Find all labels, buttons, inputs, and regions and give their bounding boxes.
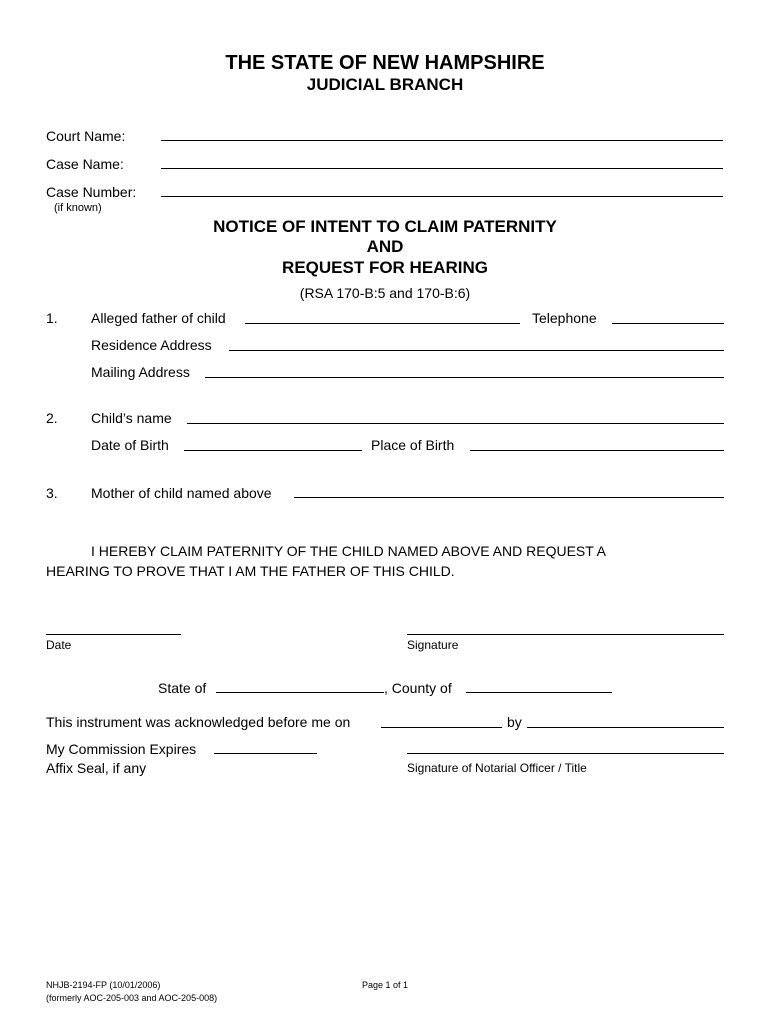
if-known-note: (if known) (54, 202, 102, 214)
date-of-birth-field[interactable] (184, 450, 362, 451)
court-name-field[interactable] (161, 140, 723, 141)
place-of-birth-label: Place of Birth (371, 437, 455, 453)
form-id: NHJB-2194-FP (10/01/2006) (46, 980, 161, 990)
signature-field[interactable] (407, 634, 724, 635)
notarial-signature-field[interactable] (407, 753, 724, 754)
county-of-label: , County of (384, 680, 452, 696)
telephone-field[interactable] (612, 323, 724, 324)
acknowledged-label: This instrument was acknowledged before me on (46, 714, 351, 730)
case-number-label: Case Number: (46, 184, 137, 200)
signature-label: Signature (407, 638, 459, 652)
county-of-field[interactable] (466, 692, 612, 693)
mother-field[interactable] (294, 497, 724, 498)
page-number: Page 1 of 1 (362, 980, 409, 990)
residence-address-field[interactable] (229, 350, 724, 351)
section2-number: 2. (46, 410, 58, 426)
affix-seal-label: Affix Seal, if any (46, 760, 147, 776)
statute-reference: (RSA 170-B:5 and 170-B:6) (299, 285, 471, 301)
commission-expires-field[interactable] (214, 753, 317, 754)
residence-address-label: Residence Address (91, 337, 212, 353)
commission-expires-label: My Commission Expires (46, 741, 197, 757)
form-title-line1: NOTICE OF INTENT TO CLAIM PATERNITY (213, 217, 557, 236)
place-of-birth-field[interactable] (470, 450, 724, 451)
case-number-field[interactable] (161, 196, 723, 197)
acknowledged-by-field[interactable] (527, 727, 724, 728)
section1-number: 1. (46, 310, 58, 326)
mother-label: Mother of child named above (91, 485, 272, 501)
state-of-field[interactable] (216, 692, 384, 693)
form-title-line2: AND (366, 237, 404, 256)
date-of-birth-label: Date of Birth (91, 437, 169, 453)
alleged-father-label: Alleged father of child (91, 310, 226, 326)
mailing-address-field[interactable] (205, 377, 724, 378)
alleged-father-field[interactable] (245, 323, 520, 324)
telephone-label: Telephone (532, 310, 597, 326)
claim-statement-line1: I HEREBY CLAIM PATERNITY OF THE CHILD NAMED ABOVE AND REQUEST A (91, 543, 607, 559)
state-title: THE STATE OF NEW HAMPSHIRE (225, 52, 545, 74)
case-name-field[interactable] (161, 168, 723, 169)
by-label: by (507, 714, 522, 730)
state-of-label: State of (158, 680, 207, 696)
date-label: Date (46, 638, 72, 652)
child-name-field[interactable] (187, 423, 724, 424)
section3-number: 3. (46, 485, 58, 501)
case-name-label: Case Name: (46, 156, 124, 172)
mailing-address-label: Mailing Address (91, 364, 190, 380)
date-field[interactable] (46, 634, 181, 635)
child-name-label: Child’s name (91, 410, 172, 426)
formerly-note: (formerly AOC-205-003 and AOC-205-008) (46, 993, 218, 1003)
claim-statement-line2: HEARING TO PROVE THAT I AM THE FATHER OF THIS CHILD. (46, 563, 455, 579)
form-title-line3: REQUEST FOR HEARING (282, 258, 488, 277)
court-name-label: Court Name: (46, 128, 126, 144)
acknowledged-date-field[interactable] (381, 727, 502, 728)
notarial-signature-label: Signature of Notarial Officer / Title (407, 761, 587, 775)
branch-title: JUDICIAL BRANCH (306, 75, 464, 94)
